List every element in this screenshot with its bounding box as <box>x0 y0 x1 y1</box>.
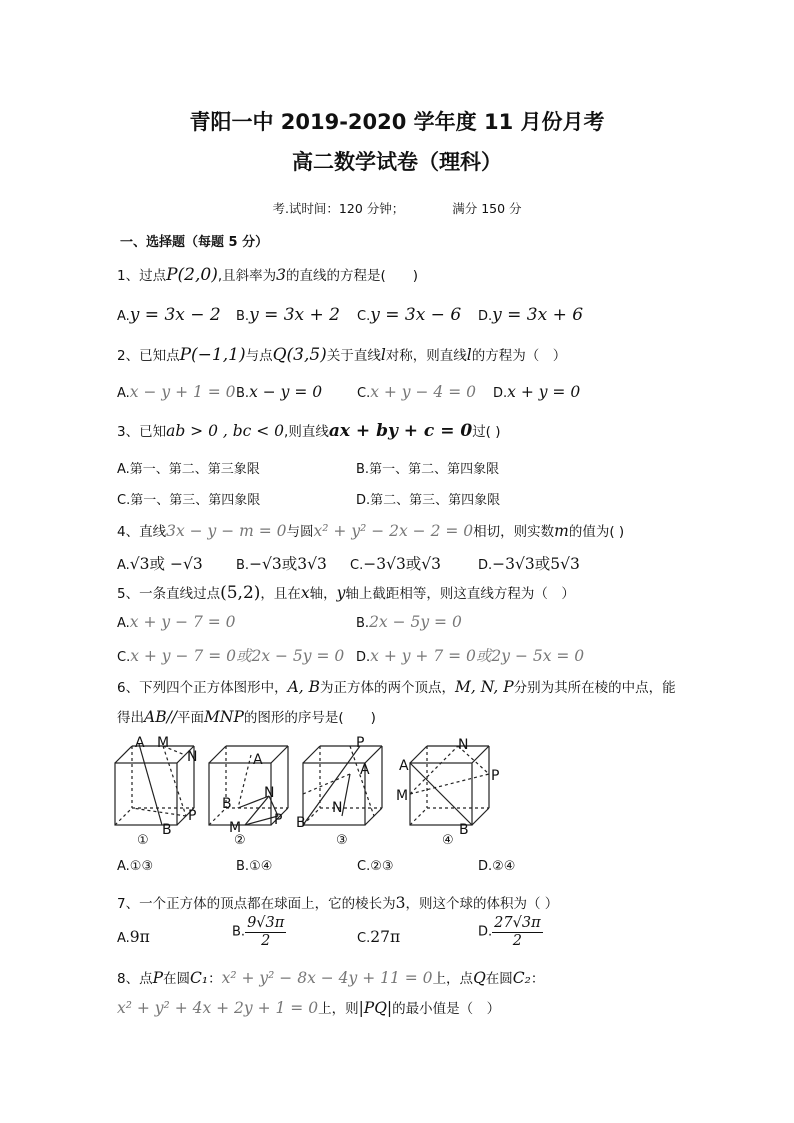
fraction-numerator: 27√3π <box>494 915 541 931</box>
q5-option-b[interactable] <box>356 613 462 631</box>
option-label: A. <box>117 558 130 573</box>
option-label: B. <box>232 924 246 940</box>
fig4-label-m: M <box>396 788 409 804</box>
q5-option-d[interactable] <box>356 644 584 666</box>
question-3 <box>117 420 501 441</box>
fraction-numerator: 9√3π <box>247 915 285 931</box>
q8-pq: |PQ| <box>358 999 393 1017</box>
q6-text: 平面 <box>177 710 205 726</box>
q8-text: 的最小值是（ ） <box>392 1001 501 1017</box>
option-label: A. <box>117 859 130 874</box>
q4-line: 3x − y − m = 0 <box>166 522 287 540</box>
q6-ab: A, B <box>287 678 321 696</box>
option-expr: y = 3x − 2 <box>129 305 221 325</box>
fig2-label-b: B <box>222 796 232 812</box>
option-label: B. <box>236 558 250 573</box>
fig3-label-p: P <box>356 735 365 751</box>
fig3-label-n: N <box>332 800 343 816</box>
option-text: ①③ <box>129 859 154 874</box>
option-label: D. <box>478 924 493 940</box>
q8-circle-c2: C₂ <box>512 969 531 987</box>
cube-1 <box>115 744 197 825</box>
option-expr: y = 3x + 2 <box>249 305 340 325</box>
option-expr: x − y = 0 <box>249 383 323 401</box>
question-8-line2 <box>117 997 500 1017</box>
q3-line: ax + by + c = 0 <box>328 421 473 441</box>
fig4-label-n: N <box>458 737 469 753</box>
q4-option-b[interactable] <box>236 552 327 574</box>
fraction-denominator: 2 <box>512 932 522 949</box>
q6-ab-parallel: AB// <box>144 708 178 726</box>
option-label: C. <box>357 309 371 324</box>
q6-option-c[interactable] <box>357 859 394 874</box>
q2-mid1: 与点 <box>245 348 273 364</box>
fig1-label-p: P <box>188 808 197 824</box>
q8-circle2-eq: x² + y² + 4x + 2y + 1 = 0 <box>117 999 319 1017</box>
q4-option-a[interactable] <box>117 552 203 574</box>
q1-option-b[interactable] <box>236 305 340 325</box>
q7-suffix: ，则这个球的体积为（ ） <box>405 896 559 912</box>
question-4 <box>117 520 624 540</box>
option-label: A. <box>117 616 130 631</box>
option-text: 第一、第三、第四象限 <box>130 493 261 508</box>
q1-option-d[interactable] <box>478 305 583 325</box>
question-2 <box>117 344 566 365</box>
q8-circle-c1: C₁ <box>190 969 209 987</box>
q3-suffix: 过( ) <box>472 424 501 440</box>
q3-option-b[interactable] <box>356 458 499 477</box>
fig1-label-a: A <box>135 735 145 751</box>
option-expr: x − y + 1 = 0 <box>129 383 236 401</box>
q2-prefix: 2、已知点 <box>117 348 180 364</box>
fig-caption-1: ① <box>137 833 149 848</box>
option-expr: −3√3或√3 <box>363 555 442 573</box>
q3-condition: ab > 0 , bc < 0 <box>166 422 285 440</box>
option-expr: y = 3x + 6 <box>492 305 584 325</box>
q4-mid: 与圆 <box>286 524 314 540</box>
fig4-label-p: P <box>491 768 500 784</box>
fig1-label-b: B <box>162 822 172 838</box>
option-label: A. <box>117 386 130 401</box>
q3-option-a[interactable] <box>117 458 260 477</box>
fig-caption-2: ② <box>234 833 246 848</box>
q7-edge: 3 <box>395 894 406 912</box>
q2-suffix: 对称，则直线 <box>385 348 467 364</box>
full-score: 满分 150 分 <box>452 201 522 216</box>
option-label: C. <box>117 650 131 665</box>
option-label: B. <box>356 462 370 477</box>
question-7 <box>117 892 558 912</box>
q2-suffix2: 的方程为（ ） <box>471 348 567 364</box>
fig3-label-a: A <box>360 762 370 778</box>
question-5 <box>117 582 575 603</box>
exam-title: 青阳一中 2019-2020 学年度 11 月份月考 <box>189 110 605 134</box>
q8-point-p: P <box>152 969 164 987</box>
q4-m: m <box>554 522 569 540</box>
q6-text: 分别为其所在棱的中点，能 <box>513 680 676 696</box>
q1-prefix: 1、过点 <box>117 268 167 284</box>
q1-option-c[interactable] <box>357 305 461 325</box>
q3-option-c[interactable] <box>117 489 260 508</box>
q8-text: 在圆 <box>163 971 191 987</box>
option-expr: y = 3x − 6 <box>370 305 462 325</box>
q8-text: 在圆 <box>485 971 513 987</box>
q5-mid1: ，且在 <box>260 586 301 602</box>
option-text: 第一、第二、第四象限 <box>369 462 500 477</box>
q4-prefix: 4、直线 <box>117 524 167 540</box>
q2-line-l: l <box>380 346 386 364</box>
exam-subtitle: 高二数学试卷（理科） <box>292 150 502 174</box>
option-label: B. <box>236 386 250 401</box>
fig1-label-m: M <box>157 735 170 751</box>
q7-option-a[interactable] <box>117 928 150 946</box>
option-text: 第二、第三、第四象限 <box>370 493 501 508</box>
question-6-line2 <box>117 706 376 726</box>
q4-option-c[interactable] <box>350 552 441 574</box>
option-label: A. <box>117 931 130 946</box>
option-label: C. <box>357 859 371 874</box>
cube-4 <box>410 746 489 825</box>
q6-option-b[interactable] <box>236 859 272 874</box>
q6-option-d[interactable] <box>478 859 515 874</box>
option-expr: x + y − 4 = 0 <box>370 383 476 401</box>
exam-info <box>0 199 794 217</box>
option-expr: √3或 −√3 <box>129 555 203 573</box>
q2-option-c[interactable] <box>357 383 476 401</box>
fig2-label-n: N <box>264 785 275 801</box>
option-label: D. <box>356 493 371 508</box>
q8-circle1-eq: x² + y² − 8x − 4y + 11 = 0 <box>221 969 433 987</box>
q6-text: 6、下列四个正方体图形中， <box>117 680 288 696</box>
q4-circle: x² + y² − 2x − 2 = 0 <box>313 522 474 540</box>
question-1 <box>117 264 418 285</box>
option-label: B. <box>356 616 370 631</box>
option-label: C. <box>357 386 371 401</box>
option-label: B. <box>236 309 250 324</box>
fig2-label-p: P <box>274 812 283 828</box>
fraction-denominator: 2 <box>261 932 271 949</box>
q5-suffix: 轴上截距相等，则这直线方程为（ ） <box>345 586 575 602</box>
q7-option-c[interactable] <box>357 928 400 946</box>
section-heading: 一、选择题（每题 5 分） <box>120 235 269 250</box>
q7-prefix: 7、一个正方体的顶点都在球面上，它的棱长为 <box>117 896 396 912</box>
option-expr: 27π <box>370 928 401 946</box>
q2-option-b[interactable] <box>236 383 322 401</box>
q6-plane-mnp: MNP <box>204 708 244 726</box>
fig-caption-3: ③ <box>336 833 348 848</box>
q8-text: 上，点 <box>432 971 474 987</box>
option-expr: x + y + 7 = 0或2y − 5x = 0 <box>370 647 585 665</box>
q3-prefix: 3、已知 <box>117 424 167 440</box>
fig2-label-a: A <box>253 752 263 768</box>
q8-text: ： <box>530 971 545 987</box>
q8-text: 8、点 <box>117 971 153 987</box>
q1-point: P(2,0) <box>166 265 218 285</box>
option-text: ①④ <box>249 859 273 874</box>
q8-point-q: Q <box>473 969 486 987</box>
option-label: D. <box>493 386 508 401</box>
option-label: B. <box>236 859 250 874</box>
question-6-line1 <box>117 676 676 696</box>
q2-mid2: 关于直线 <box>326 348 381 364</box>
option-text: ②③ <box>370 859 394 874</box>
q3-mid: ,则直线 <box>284 424 329 440</box>
fig2-label-m: M <box>229 820 242 836</box>
q8-text: ： <box>208 971 222 987</box>
q2-option-d[interactable] <box>493 383 580 401</box>
q5-mid2: 轴， <box>309 586 337 602</box>
cube-3 <box>303 746 382 825</box>
option-expr: x + y − 7 = 0 <box>129 613 236 631</box>
option-label: D. <box>356 650 371 665</box>
q1-slope: 3 <box>276 266 287 284</box>
option-expr: x + y − 7 = 0或2x − 5y = 0 <box>130 647 345 665</box>
q1-suffix: 的直线的方程是( ) <box>286 268 419 284</box>
option-expr: 9π <box>129 928 150 946</box>
question-8-line1 <box>117 967 544 987</box>
option-fraction <box>245 915 286 949</box>
option-expr: x + y = 0 <box>507 383 581 401</box>
q7-option-d[interactable] <box>478 915 543 949</box>
option-expr: −3√3或5√3 <box>492 555 580 573</box>
q4-option-d[interactable] <box>478 552 580 574</box>
fig3-label-b: B <box>296 815 306 831</box>
q1-option-a[interactable] <box>117 305 221 325</box>
q5-y: y <box>336 584 346 602</box>
q6-text: 为正方体的两个顶点， <box>320 680 456 696</box>
option-label: A. <box>117 462 130 477</box>
option-expr: −√3或3√3 <box>249 555 327 573</box>
option-label: D. <box>478 558 493 573</box>
option-text: 第一、第二、第三象限 <box>129 462 260 477</box>
q6-text: 得出 <box>117 710 144 726</box>
option-fraction <box>492 915 542 949</box>
fig1-label-n: N <box>187 749 198 765</box>
option-label: C. <box>350 558 364 573</box>
q4-suffix1: 相切，则实数 <box>473 524 555 540</box>
q5-option-c[interactable] <box>117 644 344 666</box>
option-label: D. <box>478 309 493 324</box>
q6-mnp: M, N, P <box>455 678 514 696</box>
q5-option-a[interactable] <box>117 613 236 631</box>
q2-point-q: Q(3,5) <box>272 345 327 365</box>
q5-x: x <box>300 584 310 602</box>
q5-prefix: 5、一条直线过点 <box>117 586 221 602</box>
q2-point-p: P(−1,1) <box>179 345 246 365</box>
option-label: D. <box>478 859 493 874</box>
q1-mid: ,且斜率为 <box>217 268 277 284</box>
option-label: C. <box>117 493 131 508</box>
q3-option-d[interactable] <box>356 489 500 508</box>
q6-option-a[interactable] <box>117 859 153 874</box>
fig4-label-a: A <box>399 758 409 774</box>
fig-caption-4: ④ <box>442 833 454 848</box>
fig4-label-b: B <box>459 822 469 838</box>
option-label: C. <box>357 931 371 946</box>
q2-option-a[interactable] <box>117 383 236 401</box>
q4-suffix2: 的值为( ) <box>568 524 625 540</box>
q2-line-l2: l <box>466 346 472 364</box>
q7-option-b[interactable] <box>232 915 286 949</box>
q5-point: (5,2) <box>220 583 261 603</box>
exam-time: 考.试时间：120 分钟； <box>272 201 405 216</box>
option-expr: 2x − 5y = 0 <box>369 613 462 631</box>
q8-text: 上，则 <box>318 1001 359 1017</box>
option-label: A. <box>117 309 130 324</box>
option-text: ②④ <box>492 859 516 874</box>
q6-text: 的图形的序号是( ) <box>243 710 376 726</box>
